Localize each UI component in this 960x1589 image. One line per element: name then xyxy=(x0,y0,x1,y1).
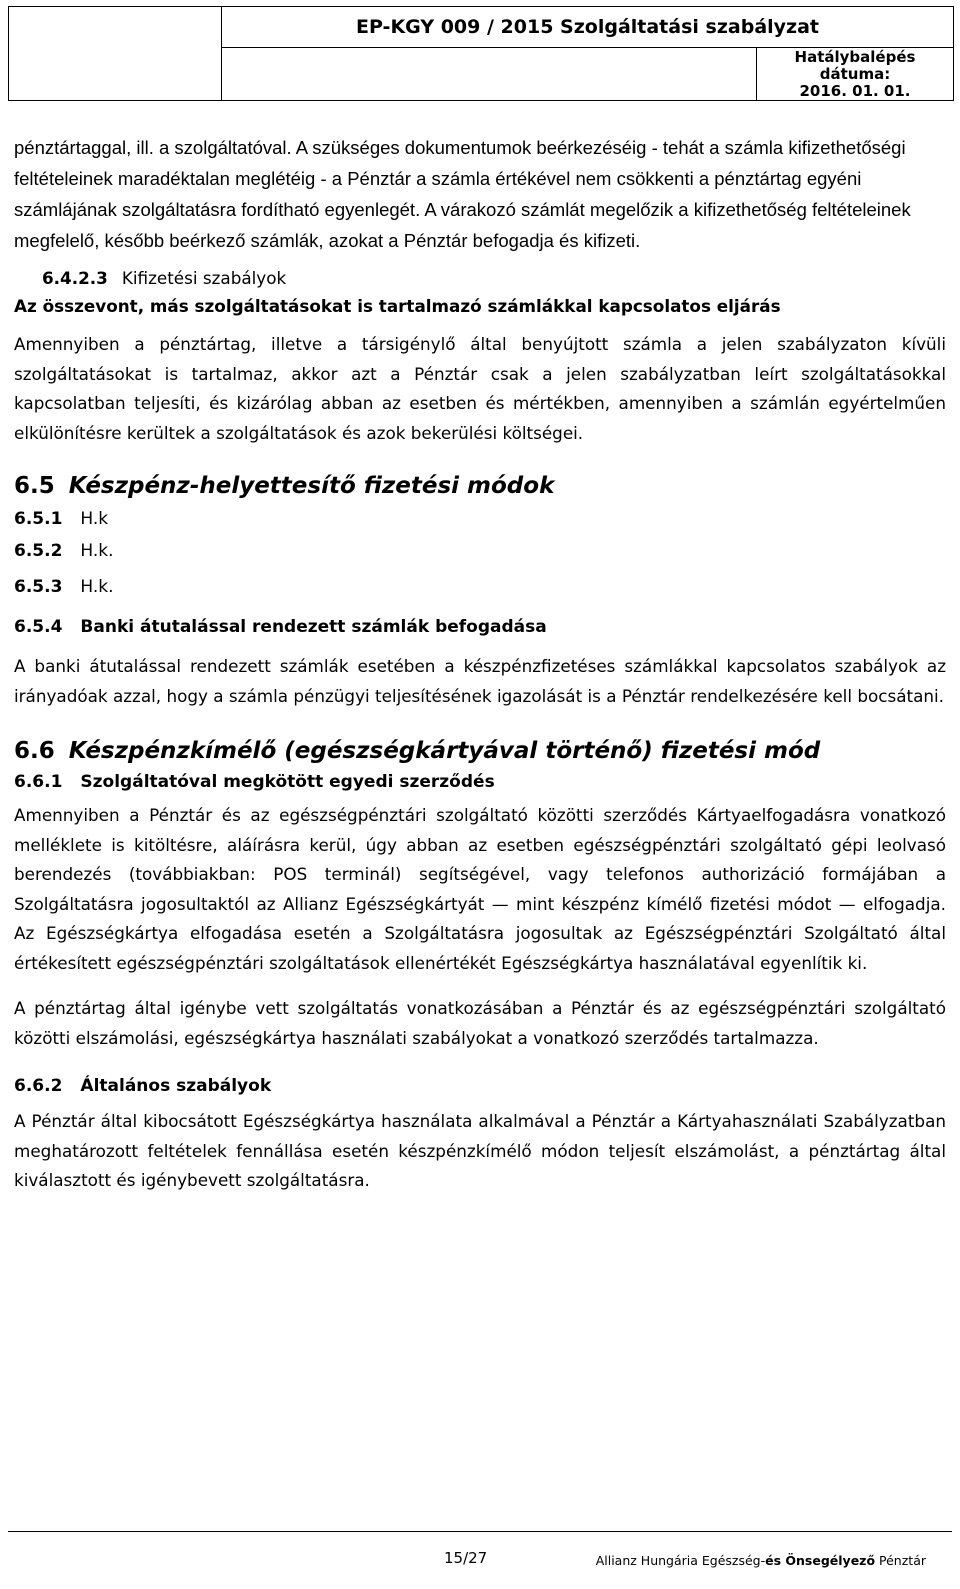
section-number: 6.5 xyxy=(14,473,55,499)
section-6-5-3 xyxy=(14,574,946,600)
section-number: 6.5.2 xyxy=(14,541,63,561)
section-6-6-1-heading xyxy=(14,769,946,795)
section-6-4-2-3-subtitle: Az összevont, más szolgáltatásokat is tartalmazó számlákkal kapcsolatos eljárás xyxy=(14,296,781,316)
footer-org-part2: és Önsegélyező xyxy=(765,1553,876,1568)
page-number: 15/27 xyxy=(444,1549,488,1567)
section-number: 6.5.3 xyxy=(14,577,63,597)
section-6-6-heading xyxy=(14,735,946,767)
header-date-cell xyxy=(222,48,953,100)
section-text: H.k. xyxy=(80,577,114,597)
section-text: H.k xyxy=(80,509,109,529)
document-header xyxy=(8,6,954,101)
section-6-4-2-3-text: Amennyiben a pénztártag, illetve a társigénylő által benyújtott számla a jelen szabályzaton kívüli szolgáltatásokat is tartalmaz, akkor azt a Pénztár csak a jelen szabályzatban leírt szolgáltatásokkal kapcsolatban teljesíti, és kizárólag abban az esetben és mértékben, amennyiben a számlán egyértelműen elkülönítésre kerültek a szolgáltatások és azok bekerülési költségei. xyxy=(14,334,946,443)
section-text: H.k. xyxy=(80,541,114,561)
section-title: Kifizetési szabályok xyxy=(121,268,287,288)
section-title: Készpénzkímélő (egészségkártyával történő) fizetési mód xyxy=(68,738,821,764)
section-6-6-2-text: A Pénztár által kibocsátott Egészségkártya használata alkalmával a Pénztár a Kártyahasználati Szabályzatban meghatározott feltételek fennállása esetén készpénzkímélő módon teljesít elszámolást, a pénztártag által kiválasztott és igénybevett szolgáltatásra. xyxy=(14,1111,946,1190)
footer-organization xyxy=(596,1553,926,1568)
section-number: 6.5.4 xyxy=(14,617,63,637)
section-6-5-4-heading xyxy=(14,614,946,640)
section-6-5-heading xyxy=(14,470,946,502)
intro-paragraph: pénztártaggal, ill. a szolgáltatóval. A szükséges dokumentumok beérkezéséig - tehát a számla kifizethetőségi feltételeinek maradéktalan meglétéig - a Pénztár a számla értékével nem csökkenti a pénztártag egyéni számlájának szolgáltatásra fordítható egyenlegét. A várakozó számlát megelőzik a kifizethetőség feltételeinek megfelelő, később beérkező számlák, azokat a Pénztár befogadja és kifizeti. xyxy=(14,137,911,251)
header-title-cell xyxy=(222,7,953,48)
document-title: EP-KGY 009 / 2015 Szolgáltatási szabályzat xyxy=(355,16,819,38)
section-number: 6.6.2 xyxy=(14,1076,63,1096)
section-number: 6.5.1 xyxy=(14,509,63,529)
section-6-5-2 xyxy=(14,538,946,564)
section-6-6-2-heading xyxy=(14,1073,946,1099)
section-number: 6.4.2.3 xyxy=(42,268,108,288)
section-title: Általános szabályok xyxy=(80,1076,272,1096)
effective-date xyxy=(756,48,953,100)
section-title: Készpénz-helyettesítő fizetési módok xyxy=(68,473,555,499)
section-6-5-1 xyxy=(14,506,946,532)
section-6-4-2-3-heading xyxy=(14,266,946,290)
effective-date-label: Hatálybalépés dátuma: xyxy=(794,48,916,83)
footer-org-part3: Pénztár xyxy=(875,1553,926,1568)
section-title: Banki átutalással rendezett számlák befogadása xyxy=(80,617,547,637)
section-number: 6.6.1 xyxy=(14,772,63,792)
section-6-6-1-text: Amennyiben a Pénztár és az egészségpénztári szolgáltató közötti szerződés Kártyaelfogadásra vonatkozó melléklete is kitöltésre, aláírásra kerül, úgy abban az esetben egészségpénztári szolgáltató gépi leolvasó berendezés (továbbiakban: POS terminál) segítségével, vagy telefonos authorizáció formájában a Szolgáltatásra jogosultaktól az Allianz Egészségkártyát — mint készpénz kímélő fizetési módot — elfogadja. Az Egészségkártya elfogadása esetén a Szolgáltatásra jogosultak az Egészségpénztári Szolgáltató által értékesített egészségpénztári szolgáltatások ellenértékét Egészségkártya használatával egyenlítik ki. xyxy=(14,805,946,973)
footer-org-part1: Allianz Hungária Egészség- xyxy=(595,1553,766,1568)
section-6-6-1-text-2: A pénztártag által igénybe vett szolgáltatás vonatkozásában a Pénztár és az egészségpénztári szolgáltató közötti elszámolási, egészségkártya használati szabályokat a vonatkozó szerződés tartalmazza. xyxy=(14,998,946,1048)
document-body xyxy=(14,132,946,1196)
section-title: Szolgáltatóval megkötött egyedi szerződés xyxy=(80,772,495,792)
section-number: 6.6 xyxy=(14,738,55,764)
header-info xyxy=(222,7,953,100)
footer-divider xyxy=(8,1531,952,1532)
section-6-5-4-text: A banki átutalással rendezett számlák esetében a készpénzfizetéses számlákkal kapcsolatos szabályok az irányadóak azzal, hogy a számla pénzügyi teljesítésének igazolását is a Pénztár rendelkezésére kell bocsátani. xyxy=(14,656,946,706)
header-logo-cell xyxy=(9,7,222,100)
effective-date-value: 2016. 01. 01. xyxy=(799,82,911,100)
